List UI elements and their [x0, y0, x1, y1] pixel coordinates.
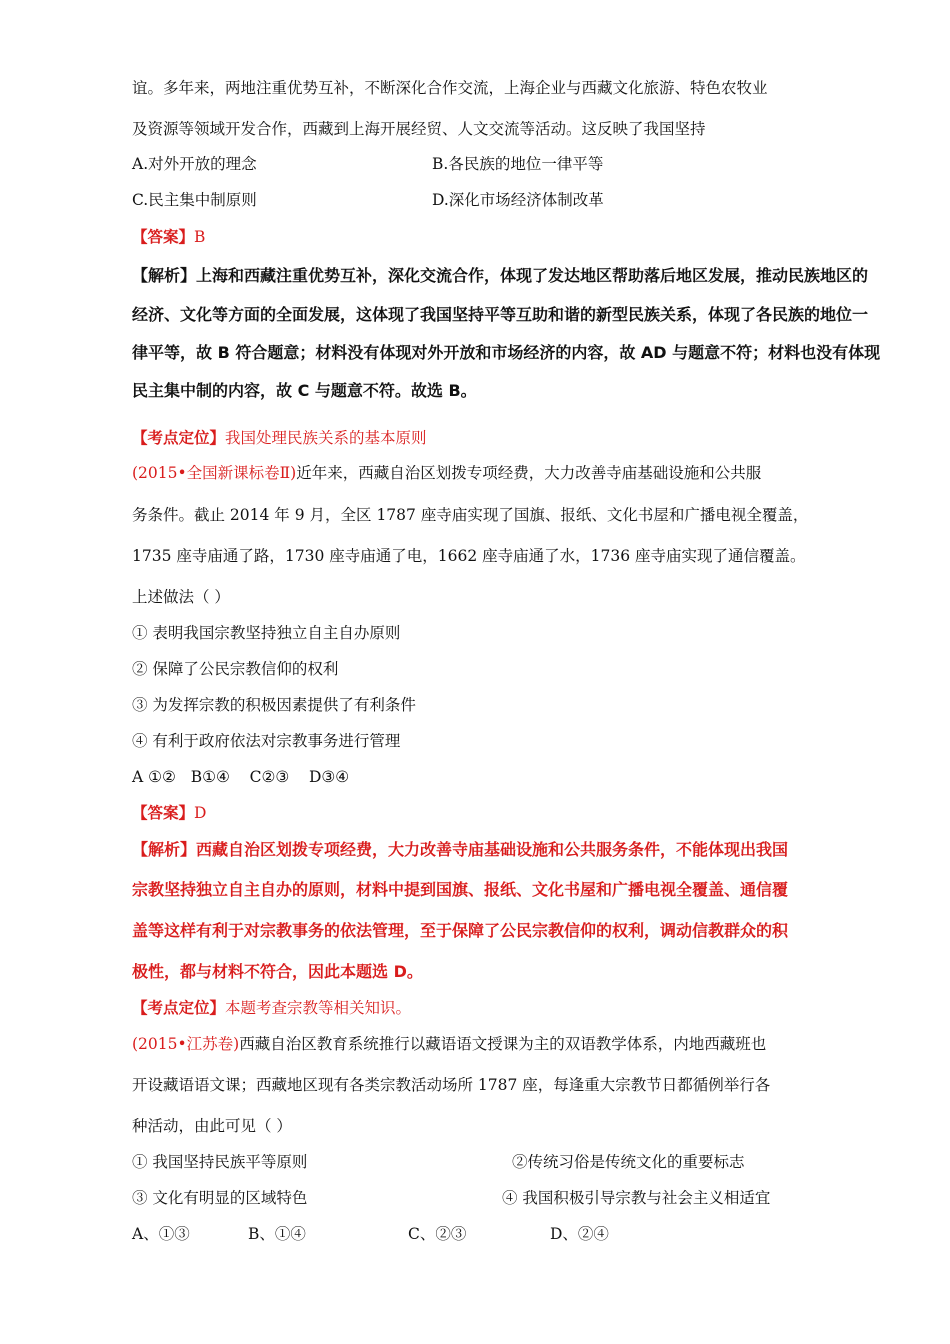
q3-option-a: A、①③ [132, 1225, 190, 1243]
q1-answer [132, 227, 205, 247]
q2-option-d: D③④ [308, 768, 350, 786]
q1-kd-value: 我国处理民族关系的基本原则 [225, 429, 427, 447]
q2-analysis-line-1 [132, 840, 788, 860]
q2-item-2: ② 保障了公民宗教信仰的权利 [132, 660, 339, 678]
q2-option-c: C②③ [249, 768, 290, 786]
q1-option-b: B.各民族的地位一律平等 [432, 155, 604, 173]
q3-source: (2015•江苏卷) [132, 1035, 240, 1053]
q2-knowledge-point [132, 998, 411, 1018]
q1-analysis-line-1 [132, 266, 868, 286]
q3-item-2: ②传统习俗是传统文化的重要标志 [512, 1153, 745, 1171]
q2-analysis-line-3: 盖等这样有利于对宗教事务的依法管理，至于保障了公民宗教信仰的权利，调动信教群众的积 [132, 921, 789, 940]
q2-options [132, 767, 349, 787]
q2-stem-line-4: 上述做法（ ） [132, 588, 230, 606]
q2-answer-tag: 【答案】 [132, 804, 195, 822]
q1-option-a: A.对外开放的理念 [132, 155, 257, 173]
q2-analysis-text-1: 西藏自治区划拨专项经费，大力改善寺庙基础设施和公共服务条件，不能体现出我国 [196, 840, 789, 859]
q3-item-4: ④ 我国积极引导宗教与社会主义相适宜 [502, 1189, 771, 1207]
q2-option-b: B①④ [190, 768, 230, 786]
q2-item-1: ① 表明我国宗教坚持独立自主自办原则 [132, 624, 401, 642]
q2-item-4: ④ 有利于政府依法对宗教事务进行管理 [132, 732, 401, 750]
q3-option-c: C、②③ [408, 1225, 467, 1243]
q2-analysis-line-4: 极性，都与材料不符合，因此本题选 D。 [132, 962, 423, 981]
q3-stem-text-1: 西藏自治区教育系统推行以藏语语文授课为主的双语教学体系，内地西藏班也 [239, 1035, 767, 1053]
q1-analysis-text-1: 上海和西藏注重优势互补，深化交流合作，体现了发达地区帮助落后地区发展，推动民族地区的 [196, 266, 869, 285]
q3-option-b: B、①④ [248, 1225, 306, 1243]
q2-stem-line-2: 务条件。截止 2014 年 9 月，全区 1787 座寺庙实现了国旗、报纸、文化书屋和广播电视全覆盖， [132, 506, 809, 524]
q1-kd-tag: 【考点定位】 [132, 429, 226, 447]
q2-kd-value: 本题考查宗教等相关知识。 [225, 999, 412, 1017]
q3-item-3: ③ 文化有明显的区域特色 [132, 1189, 308, 1207]
q2-stem-text-1: 近年来，西藏自治区划拨专项经费，大力改善寺庙基础设施和公共服 [296, 464, 762, 482]
q1-option-c: C.民主集中制原则 [132, 191, 257, 209]
q2-source: (2015•全国新课标卷Ⅱ) [132, 464, 297, 482]
q1-option-d: D.深化市场经济体制改革 [432, 191, 604, 209]
q1-analysis-line-4: 民主集中制的内容，故 C 与题意不符。故选 B。 [132, 381, 477, 400]
q3-stem-line-3: 种活动，由此可见（ ） [132, 1117, 292, 1135]
q3-stem-line-2: 开设藏语语文课；西藏地区现有各类宗教活动场所 1787 座，每逢重大宗教节日都循例举行各 [132, 1076, 771, 1094]
q2-stem-line-1 [132, 463, 761, 483]
q1-answer-tag: 【答案】 [132, 228, 195, 246]
q2-analysis-tag: 【解析】 [132, 840, 197, 859]
q2-answer-value: D [194, 804, 207, 822]
q3-item-1: ① 我国坚持民族平等原则 [132, 1153, 308, 1171]
q1-stem-line-1: 谊。多年来，两地注重优势互补，不断深化合作交流，上海企业与西藏文化旅游、特色农牧业 [132, 79, 768, 97]
q2-item-3: ③ 为发挥宗教的积极因素提供了有利条件 [132, 696, 416, 714]
q1-analysis-tag: 【解析】 [132, 266, 197, 285]
q2-answer [132, 803, 206, 823]
q2-stem-line-3: 1735 座寺庙通了路，1730 座寺庙通了电，1662 座寺庙通了水，1736 座寺庙实现了通信覆盖。 [132, 547, 806, 565]
q3-option-d: D、②④ [550, 1225, 609, 1243]
q1-answer-value: B [194, 228, 206, 246]
q2-kd-tag: 【考点定位】 [132, 999, 226, 1017]
q3-stem-line-1 [132, 1034, 766, 1054]
q2-option-a: A ①② [132, 768, 176, 786]
q1-analysis-line-3: 律平等，故 B 符合题意；材料没有体现对外开放和市场经济的内容，故 AD 与题意不符；材料也没有体现 [132, 343, 881, 362]
q1-analysis-line-2: 经济、文化等方面的全面发展，这体现了我国坚持平等互助和谐的新型民族关系，体现了各民族的地位一 [132, 305, 869, 324]
q1-stem-line-2: 及资源等领域开发合作，西藏到上海开展经贸、人文交流等活动。这反映了我国坚持 [132, 120, 706, 138]
q1-knowledge-point [132, 428, 427, 448]
q2-analysis-line-2: 宗教坚持独立自主自办的原则，材料中提到国旗、报纸、文化书屋和广播电视全覆盖、通信覆 [132, 880, 789, 899]
